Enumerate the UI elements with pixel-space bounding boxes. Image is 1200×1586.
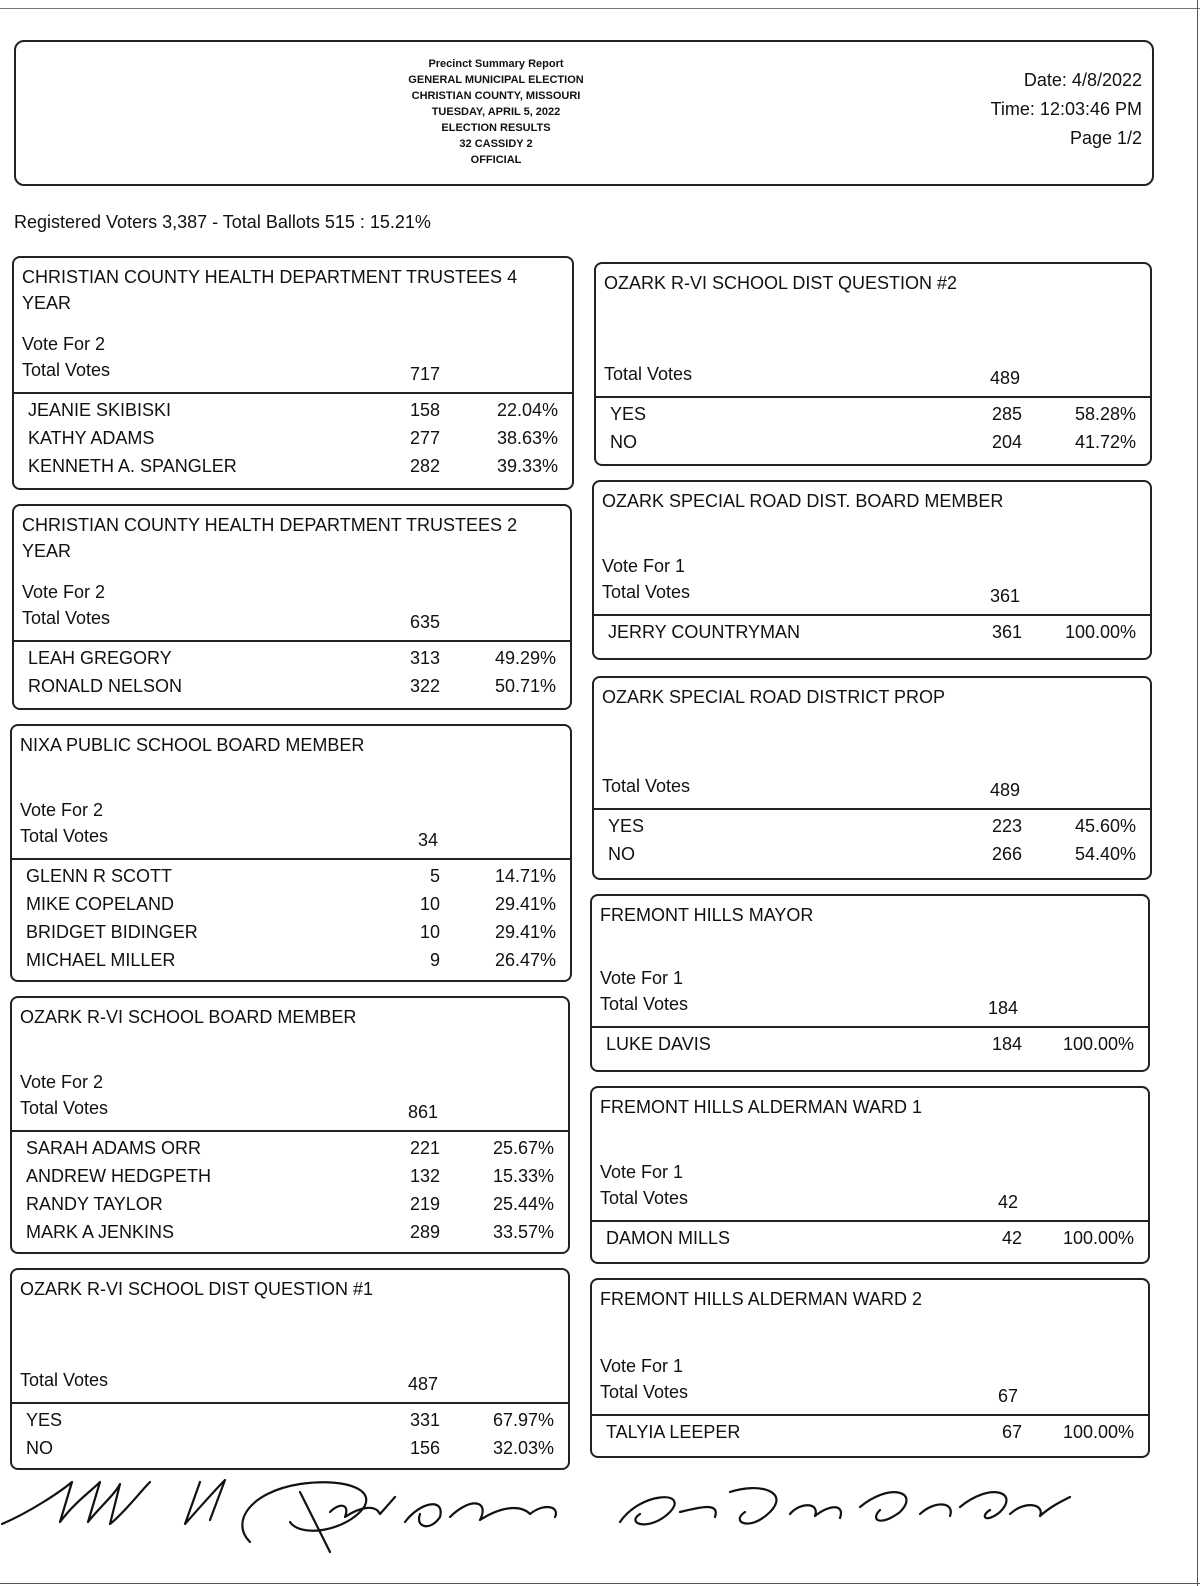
contest-title: FREMONT HILLS ALDERMAN WARD 2 [600,1289,923,1309]
choice-name: BRIDGET BIDINGER [26,922,198,942]
result-row [26,1410,560,1436]
separator [12,1130,568,1132]
separator [592,1414,1148,1416]
result-row [610,432,1142,458]
choice-percent: 58.28% [1074,404,1136,424]
separator [14,640,570,642]
choice-name: YES [610,404,647,424]
choice-percent: 25.44% [492,1194,554,1214]
choice-percent: 100.00% [1062,1422,1134,1442]
choice-name: RONALD NELSON [28,676,183,696]
choice-votes: 156 [409,1438,440,1458]
report-page: Page 1/2 [1069,128,1142,148]
vote-for: Vote For 1 [600,1356,684,1376]
choice-votes: 10 [419,894,440,914]
choice-percent: 15.33% [492,1166,554,1186]
contest-box [594,262,1152,466]
result-row [26,866,562,892]
total-votes: 67 [997,1386,1018,1406]
contest-title: FREMONT HILLS MAYOR [600,905,814,925]
choice-votes: 361 [991,622,1022,642]
contest-title: CHRISTIAN COUNTY HEALTH DEPARTMENT TRUSTEES 4 YEAR [22,267,518,313]
choice-percent: 100.00% [1062,1034,1134,1054]
contest-box [592,480,1152,660]
total-votes-label: Total Votes [602,776,691,796]
choice-percent: 26.47% [494,950,556,970]
result-row [28,648,562,674]
total-votes: 717 [409,364,440,384]
choice-name: MARK A JENKINS [26,1222,175,1242]
choice-percent: 29.41% [494,894,556,914]
choice-votes: 282 [409,456,440,476]
contest-box [592,676,1152,880]
result-row [606,1422,1140,1448]
choice-percent: 100.00% [1064,622,1136,642]
contest-box [590,1278,1150,1458]
result-row [28,456,564,482]
contest-box [12,256,574,490]
total-votes-label: Total Votes [600,1382,689,1402]
report-time: Time: 12:03:46 PM [990,99,1142,119]
choice-votes: 219 [409,1194,440,1214]
signatures [0,1452,1200,1572]
contest-title: CHRISTIAN COUNTY HEALTH DEPARTMENT TRUSTEES 2 YEAR [22,515,518,561]
choice-name: KATHY ADAMS [28,428,155,448]
choice-votes: 277 [409,428,440,448]
choice-votes: 289 [409,1222,440,1242]
result-row [28,676,562,702]
choice-votes: 132 [409,1166,440,1186]
contest-box [12,504,572,710]
choice-percent: 29.41% [494,922,556,942]
choice-name: GLENN R SCOTT [26,866,173,886]
report-header [14,40,1154,186]
total-votes: 635 [409,612,440,632]
precinct-name: 32 CASSIDY 2 [459,138,533,150]
total-votes-label: Total Votes [604,364,693,384]
result-row [26,922,562,948]
election-name: GENERAL MUNICIPAL ELECTION [408,74,584,86]
vote-for: Vote For 1 [600,968,684,988]
total-votes-label: Total Votes [20,1370,109,1390]
vote-for: Vote For 2 [22,334,106,354]
result-row [608,622,1142,648]
total-votes-label: Total Votes [600,1188,689,1208]
choice-votes: 313 [409,648,440,668]
total-votes-label: Total Votes [22,360,111,380]
scan-right-edge [1197,0,1198,1586]
total-votes: 489 [989,368,1020,388]
choice-votes: 331 [409,1410,440,1430]
scan-top-edge [0,0,1200,9]
total-votes-label: Total Votes [600,994,689,1014]
choice-name: SARAH ADAMS ORR [26,1138,202,1158]
contest-title: OZARK SPECIAL ROAD DISTRICT PROP [602,687,946,707]
contest-box [10,1268,570,1470]
choice-name: MIKE COPELAND [26,894,175,914]
choice-votes: 5 [429,866,440,886]
choice-percent: 49.29% [494,648,556,668]
total-votes: 184 [987,998,1018,1018]
contest-title: NIXA PUBLIC SCHOOL BOARD MEMBER [20,735,365,755]
signature-2 [242,1482,556,1552]
result-row [608,816,1142,842]
choice-name: KENNETH A. SPANGLER [28,456,237,476]
choice-percent: 22.04% [496,400,558,420]
choice-name: LEAH GREGORY [28,648,172,668]
report-meta [991,66,1142,153]
choice-percent: 100.00% [1062,1228,1134,1248]
contest-box [590,1086,1150,1264]
vote-for: Vote For 2 [20,1072,104,1092]
choice-votes: 266 [991,844,1022,864]
result-row [28,428,564,454]
vote-for: Vote For 2 [22,582,106,602]
choice-votes: 221 [409,1138,440,1158]
choice-percent: 32.03% [492,1438,554,1458]
choice-votes: 67 [1001,1422,1022,1442]
choice-name: LUKE DAVIS [606,1034,711,1054]
total-votes-label: Total Votes [20,1098,109,1118]
choice-name: YES [26,1410,63,1430]
choice-percent: 54.40% [1074,844,1136,864]
choice-name: MICHAEL MILLER [26,950,176,970]
results-label: ELECTION RESULTS [441,122,551,134]
vote-for: Vote For 2 [20,800,104,820]
choice-percent: 33.57% [492,1222,554,1242]
total-votes: 489 [989,780,1020,800]
choice-votes: 204 [991,432,1022,452]
contest-title: OZARK SPECIAL ROAD DIST. BOARD MEMBER [602,491,1004,511]
separator [12,1402,568,1404]
choice-percent: 45.60% [1074,816,1136,836]
choice-votes: 322 [409,676,440,696]
separator [592,1220,1148,1222]
separator [12,858,570,860]
choice-votes: 285 [991,404,1022,424]
report-title: Precinct Summary Report [428,58,564,70]
total-votes-label: Total Votes [22,608,111,628]
result-row [26,1222,560,1248]
separator [596,396,1150,398]
result-row [606,1228,1140,1254]
county-name: CHRISTIAN COUNTY, MISSOURI [411,90,581,102]
contest-title: OZARK R-VI SCHOOL BOARD MEMBER [20,1007,357,1027]
choice-name: TALYIA LEEPER [606,1422,741,1442]
vote-for: Vote For 1 [602,556,686,576]
separator [14,392,572,394]
choice-votes: 10 [419,922,440,942]
result-row [26,894,562,920]
result-row [26,1138,560,1164]
choice-percent: 50.71% [494,676,556,696]
total-votes: 34 [417,830,438,850]
choice-votes: 9 [429,950,440,970]
result-row [26,1166,560,1192]
scan-bottom-edge [0,1583,1200,1584]
choice-votes: 158 [409,400,440,420]
result-row [608,844,1142,870]
choice-votes: 223 [991,816,1022,836]
contest-title: OZARK R-VI SCHOOL DIST QUESTION #2 [604,273,958,293]
contest-box [10,724,572,982]
result-row [606,1034,1140,1060]
total-votes-label: Total Votes [20,826,109,846]
choice-name: NO [26,1438,53,1458]
separator [592,1026,1148,1028]
report-title-block [356,56,636,168]
choice-votes: 184 [991,1034,1022,1054]
choice-votes: 42 [1001,1228,1022,1248]
report-date: Date: 4/8/2022 [1023,70,1142,90]
choice-name: NO [608,844,635,864]
result-row [26,950,562,976]
signature-3 [620,1488,1070,1524]
choice-percent: 39.33% [496,456,558,476]
choice-percent: 67.97% [492,1410,554,1430]
result-row [26,1194,560,1220]
total-votes-label: Total Votes [602,582,691,602]
contest-title: OZARK R-VI SCHOOL DIST QUESTION #1 [20,1279,374,1299]
choice-name: JEANIE SKIBISKI [28,400,172,420]
vote-for: Vote For 1 [600,1162,684,1182]
separator [594,614,1150,616]
contest-box [590,894,1150,1072]
result-row [610,404,1142,430]
total-votes: 361 [989,586,1020,606]
choice-name: YES [608,816,645,836]
choice-percent: 41.72% [1074,432,1136,452]
choice-name: NO [610,432,637,452]
contest-box [10,996,570,1254]
registration-summary: Registered Voters 3,387 - Total Ballots 515 : 15.21% [14,212,431,232]
choice-name: RANDY TAYLOR [26,1194,163,1214]
total-votes: 487 [407,1374,438,1394]
choice-percent: 38.63% [496,428,558,448]
official-label: OFFICIAL [470,154,522,166]
total-votes: 861 [407,1102,438,1122]
result-row [28,400,564,426]
signature-1 [2,1480,225,1524]
contest-title: FREMONT HILLS ALDERMAN WARD 1 [600,1097,923,1117]
choice-name: JERRY COUNTRYMAN [608,622,801,642]
choice-percent: 14.71% [494,866,556,886]
choice-name: DAMON MILLS [606,1228,731,1248]
choice-name: ANDREW HEDGPETH [26,1166,212,1186]
total-votes: 42 [997,1192,1018,1212]
election-date: TUESDAY, APRIL 5, 2022 [431,106,561,118]
choice-percent: 25.67% [492,1138,554,1158]
separator [594,808,1150,810]
